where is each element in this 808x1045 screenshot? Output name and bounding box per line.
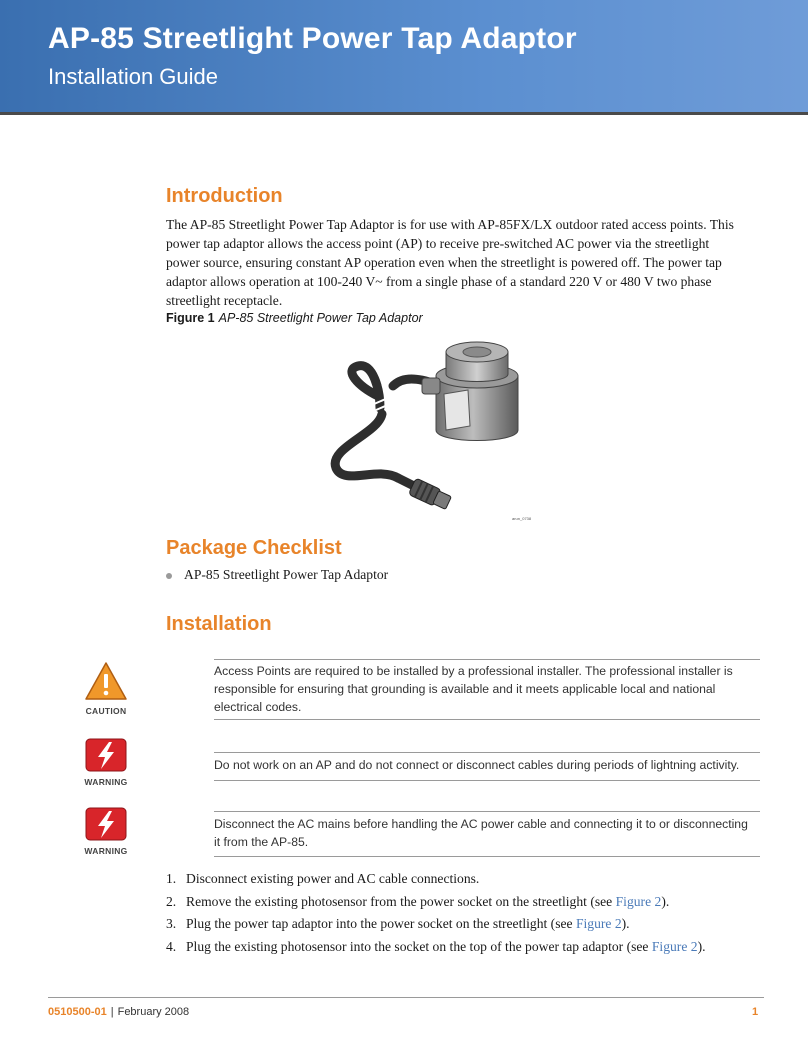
list-item: 4. Plug the existing photosensor into the socket on the top of the power tap adaptor (see Figure 2). [166, 938, 706, 954]
caution-notice [214, 659, 760, 720]
installation-steps [166, 871, 706, 961]
intro-line: power source, ensuring constant AP operation even when the streetlight is powered off. The power tap [166, 255, 722, 270]
footer [48, 1006, 189, 1018]
warning-notice-icon [84, 807, 128, 856]
lightning-warning-icon [84, 738, 128, 772]
intro-line: adaptor allows operation at 100-240 V~ from a single phase of a standard 220 V or 480 V two phase [166, 274, 712, 289]
warning-line: it from the AP-85. [214, 835, 309, 849]
header-banner [0, 0, 808, 112]
intro-line: streetlight receptacle. [166, 293, 283, 308]
warning-line: Disconnect the AC mains before handling the AC power cable and connecting it to or disconnecting [214, 817, 748, 831]
introduction-paragraph [166, 215, 766, 310]
figure-2-link[interactable]: Figure 2 [615, 893, 662, 909]
caution-line: electrical codes. [214, 700, 302, 714]
package-checklist-heading: Package Checklist [166, 537, 342, 559]
figure-title: AP-85 Streetlight Power Tap Adaptor [218, 311, 423, 325]
bullet-icon [166, 573, 172, 579]
intro-line: The AP-85 Streetlight Power Tap Adaptor is for use with AP-85FX/LX outdoor rated access points. This [166, 217, 734, 232]
figure-id: arun_0738 [512, 516, 532, 521]
warning-notice-icon [84, 738, 128, 787]
warning-label: WARNING [84, 846, 128, 856]
warning-label: WARNING [84, 777, 128, 787]
figure-caption [166, 311, 423, 325]
footer-divider [48, 997, 764, 998]
figure-2-link[interactable]: Figure 2 [651, 938, 698, 954]
list-item: 2. Remove the existing photosensor from the power socket on the streetlight (see Figure 2). [166, 893, 670, 909]
header-divider [0, 112, 808, 115]
page-title: AP-85 Streetlight Power Tap Adaptor [48, 22, 577, 55]
caution-line: responsible for ensuring that grounding is available and it meets applicable local and national [214, 682, 716, 696]
publish-date: February 2008 [117, 1006, 190, 1018]
checklist-item-text: AP-85 Streetlight Power Tap Adaptor [184, 567, 389, 582]
caution-line: Access Points are required to be installed by a professional installer. The professional installer is [214, 664, 733, 678]
warning-notice-lightning [214, 752, 760, 781]
warning-line: Do not work on an AP and do not connect or disconnect cables during periods of lightning activity. [214, 758, 740, 772]
doc-number: 0510500-01 [48, 1006, 107, 1018]
caution-label: CAUTION [85, 706, 127, 716]
figure-label: Figure 1 [166, 311, 215, 325]
figure-2-link[interactable]: Figure 2 [575, 916, 622, 931]
installation-heading: Installation [166, 613, 272, 635]
introduction-heading: Introduction [166, 185, 283, 207]
page-number: 1 [752, 1006, 759, 1018]
page-subtitle: Installation Guide [48, 64, 218, 89]
warning-notice-ac-mains [214, 811, 760, 857]
lightning-warning-icon [84, 807, 128, 841]
caution-notice-icon [84, 661, 128, 716]
list-item: 3. Plug the power tap adaptor into the power socket on the streetlight (see Figure 2). [166, 916, 630, 931]
list-item [166, 567, 388, 583]
list-item: 1. Disconnect existing power and AC cable connections. [166, 871, 480, 886]
caution-triangle-icon [84, 661, 128, 701]
power-tap-adaptor-illustration [318, 338, 538, 528]
intro-line: power tap adaptor allows the access point (AP) to receive pre-switched AC power via the streetlight [166, 236, 710, 251]
footer-separator: | [110, 1006, 114, 1018]
